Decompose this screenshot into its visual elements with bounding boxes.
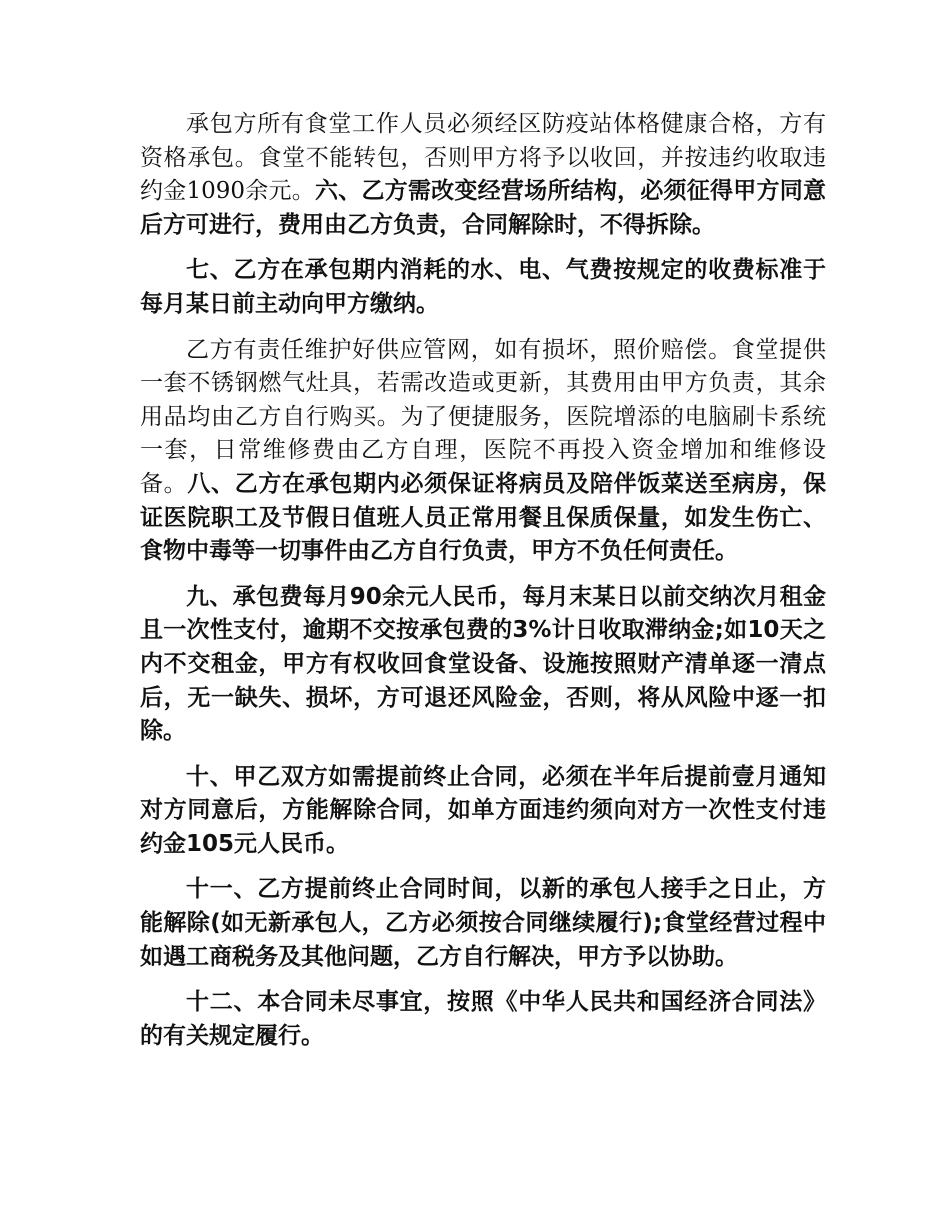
clause-twelve: 十二、本合同未尽事宜，按照《中华人民共和国经济合同法》的有关规定履行。: [140, 989, 826, 1049]
document-page: [140, 108, 826, 1065]
clause-eight-text: 八、乙方在承包期内必须保证将病员及陪伴饭菜送至病房，保证医院职工及节假日值班人员正常用餐且保质保量，如发生伤亡、食物中毒等一切事件由乙方自行负责，甲方不负任何责任。: [140, 470, 827, 565]
clause-seven: 七、乙方在承包期内消耗的水、电、气费按规定的收费标准于每月某日前主动向甲方缴纳。: [140, 257, 826, 317]
clause-text: 乙方有责任维护好供应管网，如有损坏，照价赔偿。食堂提供一套不锈钢燃气灶具，若需改造或更新，其费用由甲方负责，其余用品均由乙方自行购买。为了便捷服务，医院增添的电脑刷卡系统一套，日常维修费由乙方自理，医院不再投入资金增加和维修设备。: [140, 336, 826, 497]
clause-eleven: 十一、乙方提前终止合同时间，以新的承包人接手之日止，方能解除(如无新承包人，乙方必须按合同继续履行);食堂经营过程中如遇工商税务及其他问题，乙方自行解决，甲方予以协助。: [140, 876, 826, 970]
clause-text: 承包方所有食堂工作人员必须经区防疫站体格健康合格，方有资格承包。食堂不能转包，否则甲方将予以收回，并按违约收取违约金1090余元。: [140, 111, 826, 205]
clause-six-text: 六、乙方需改变经营场所结构，必须征得甲方同意后方可进行，费用由乙方负责，合同解除时，不得拆除。: [140, 178, 826, 238]
paragraph-staff-health: [140, 108, 826, 242]
clause-ten: 十、甲乙双方如需提前终止合同，必须在半年后提前壹月通知对方同意后，方能解除合同，如单方面违约须向对方一次性支付违约金105元人民币。: [140, 763, 826, 857]
clause-nine: 九、承包费每月90余元人民币，每月末某日以前交纳次月租金且一次性支付，逾期不交按承包费的3%计日收取滞纳金;如10天之内不交租金，甲方有权收回食堂设备、设施按照财产清单逐一清点后，无一缺失、损坏，方可退还风险金，否则，将从风险中逐一扣除。: [140, 583, 826, 745]
paragraph-maintenance: [140, 334, 826, 569]
